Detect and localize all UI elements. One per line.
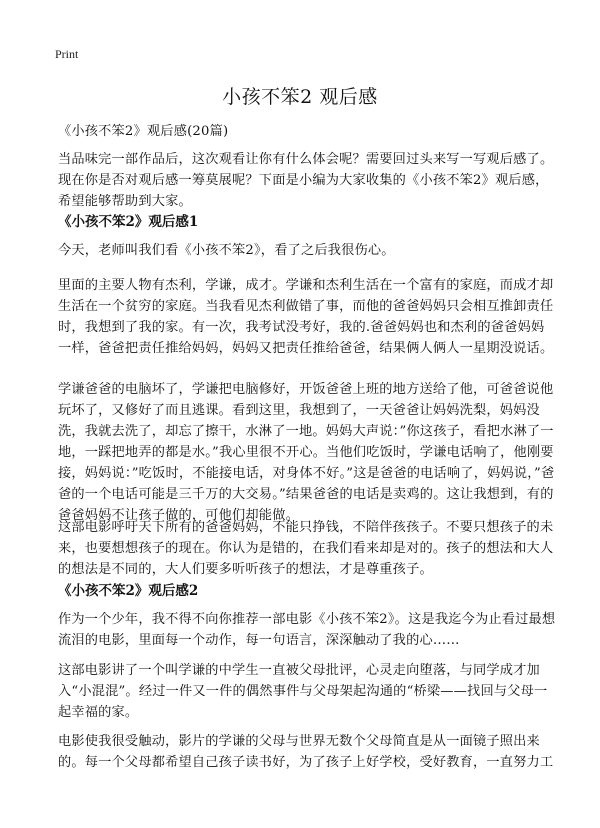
section2-paragraph-1: 作为一个少年，我不得不向你推荐一部电影《小孩不笨2》。这是我迄今为止看过最想流泪的电影，里面每一个动作，每一句语言，深深触动了我的心…… bbox=[58, 612, 556, 648]
section1-paragraph-4: 这部电影呼吁天下所有的爸爸妈妈，不能只挣钱，不陪伴孩孩子。不要只想孩子的未来，也要想想孩子的现在。你认为是错的，在我们看来却是对的。孩子的想法和大人的想法是不同的，大人们要多听听孩子的想法，才是尊重孩子。 bbox=[58, 520, 554, 577]
subtitle: 《小孩不笨2》观后感(20篇) bbox=[58, 124, 229, 139]
print-link[interactable]: Print bbox=[55, 47, 79, 61]
intro-paragraph: 当品味完一部作品后，这次观看让你有什么体会呢？需要回过头来写一写观后感了。现在你是否对观后感一筹莫展呢？下面是小编为大家收集的《小孩不笨2》观后感，希望能够帮助到大家。 bbox=[58, 152, 554, 209]
section2-paragraph-3: 电影使我很受触动，影片的学谦的父母与世界无数个父母简直是从一面镜子照出来的。每一个父母都希望自己孩子读书好，为了孩子上好学校，受好教育，一直努力工 bbox=[58, 734, 554, 770]
page-title: 小孩不笨2 观后感 bbox=[222, 86, 378, 108]
section-heading-1: 《小孩不笨2》观后感1 bbox=[58, 214, 199, 230]
section2-paragraph-2: 这部电影讲了一个叫学谦的中学生一直被父母批评，心灵走向堕落，与同学成才加入“小混混”。经过一件又一件的偶然事件与父母架起沟通的“桥梁——找回与父母一起幸福的家。 bbox=[58, 663, 548, 720]
section-heading-2: 《小孩不笨2》观后感2 bbox=[58, 583, 199, 599]
section1-paragraph-3: 学谦爸爸的电脑坏了，学谦把电脑修好，开饭爸爸上班的地方送给了他，可爸爸说他玩坏了，又修好了而且逃课。看到这里，我想到了，一天爸爸让妈妈洗梨，妈妈没洗，我就去洗了，却忘了擦干，水淋了一地。妈妈大声说：”你这孩子，看把水淋了一地，一踩把地弄的都是水。”我心里很不开心。当他们吃饭时，学谦电话响了，他刚要接，妈妈说：”吃饭时，不能接电话，对身体不好。”这是爸爸的电话响了，妈妈说，”爸爸的一个电话可能是三千万的大交易。”结果爸爸的电话是卖鸡的。这让我想到，有的爸爸妈妈不让孩子做的，可他们却能做。 bbox=[58, 382, 555, 523]
section1-paragraph-2: 里面的主要人物有杰利，学谦，成才。学谦和杰利生活在一个富有的家庭，而成才却生活在一个贫穷的家庭。当我看见杰利做错了事，而他的爸爸妈妈只会相互推卸责任时，我想到了我的家。有一次，我考试没考好，我的.爸爸妈妈也和杰利的爸爸妈妈一样，爸爸把责任推给妈妈，妈妈又把责任推给爸爸，结果俩人俩人一星期没说话。 bbox=[58, 278, 554, 356]
section1-paragraph-1: 今天，老师叫我们看《小孩不笨2》，看了之后我很伤心。 bbox=[58, 243, 395, 258]
